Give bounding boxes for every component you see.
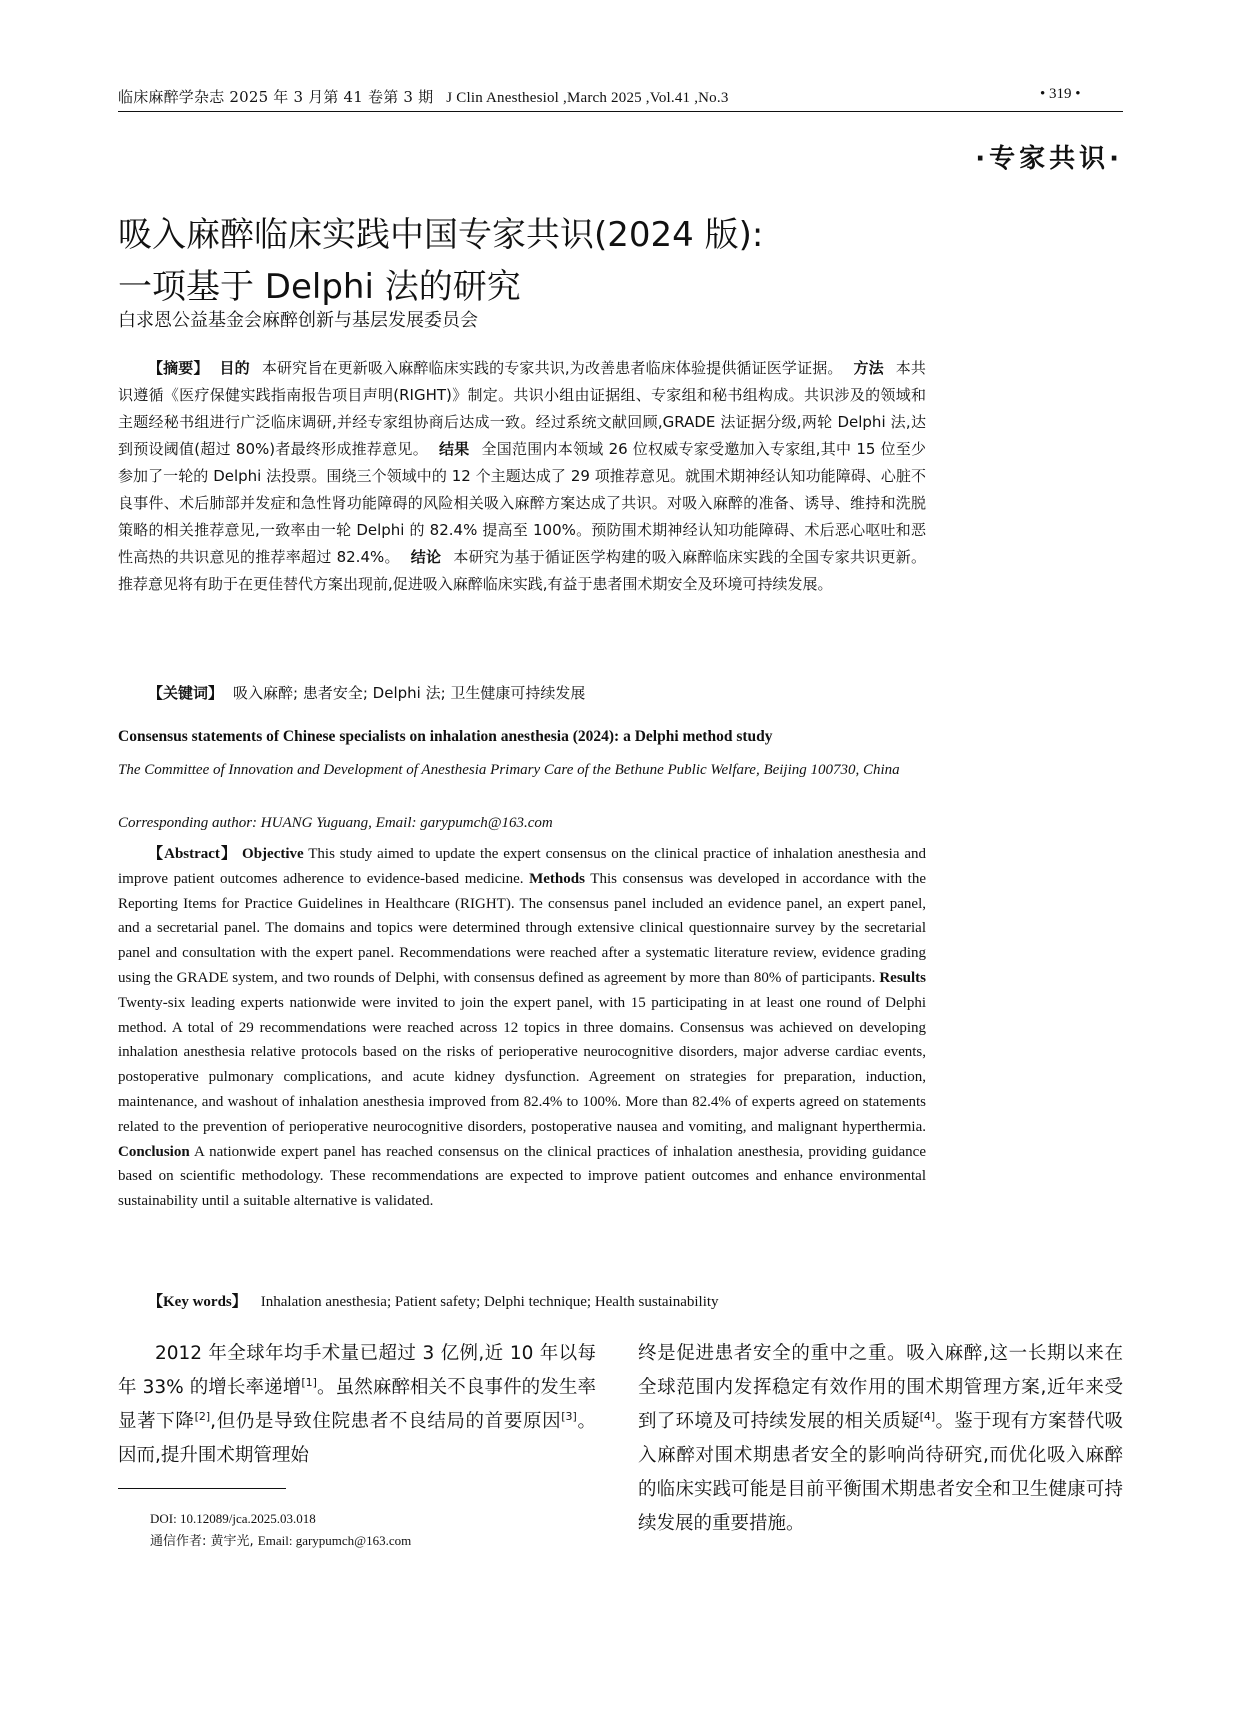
objective-text-en: This study aimed to update the expert consensus on the clinical practice of inhalation anesthesia and improve patient outcomes adherence to evidence-based medicine. <box>118 846 927 887</box>
abstract-label-en: 【Abstract】 <box>148 846 238 862</box>
results-label-en: Results <box>879 969 927 986</box>
body-text: 。虽然麻醉相关不良事件的发生率显著下降 <box>118 1377 596 1432</box>
footnote-divider <box>118 1488 286 1489</box>
methods-text-cn: 本共识遵循《医疗保健实践指南报告项目声明(RIGHT)》制定。共识小组由证据组、专家组和秘书组构成。共识涉及的领域和主题经秘书组进行广泛临床调研,并经专家组协商后达成一致。经过系统文献回顾,GRADE 法证据分级,两轮 Delphi 法,达到预设阈值(超过 80%)者最终形成推荐意见。 <box>118 359 926 458</box>
citation-ref[interactable]: [3] <box>561 1409 577 1423</box>
citation-ref[interactable]: [2] <box>194 1409 211 1423</box>
keywords-text-en: Inhalation anesthesia; Patient safety; Delphi technique; Health sustainability <box>260 1294 719 1310</box>
chinese-abstract <box>118 355 926 598</box>
methods-label-cn: 方法 <box>853 359 884 377</box>
conclusion-text-cn: 本研究为基于循证医学构建的吸入麻醉临床实践的全国专家共识更新。推荐意见将有助于在更佳替代方案出现前,促进吸入麻醉临床实践,有益于患者围术期安全及环境可持续发展。 <box>118 548 926 593</box>
keywords-text-cn: 吸入麻醉; 患者安全; Delphi 法; 卫生健康可持续发展 <box>233 684 586 702</box>
article-title <box>118 209 1018 313</box>
corresponding-label: 通信作者: 黄宇光, <box>150 1534 254 1549</box>
citation-ref[interactable]: [1] <box>301 1375 317 1389</box>
body-text: ,但仍是导致住院患者不良结局的首要原因 <box>210 1411 562 1432</box>
corresponding-email: Email: garypumch@163.com <box>257 1533 412 1548</box>
doi-line: DOI: 10.12089/jca.2025.03.018 <box>150 1511 316 1526</box>
methods-text-en: This consensus was developed in accordance with the Reporting Items for Practice Guidelines in Healthcare (RIGHT). The consensus panel included an evidence panel, an expert panel, and a secretarial panel. The domains and topics were determined through extensive clinical questionnaire survey by the secretarial panel and consultation with the expert panel. Recommendations were reached after a systematic literature review, evidence grading using the GRADE system, and two rounds of Delphi, with consensus defined as agreement by more than 80% of participants. <box>118 870 927 986</box>
chinese-keywords <box>118 680 926 707</box>
methods-label-en: Methods <box>529 870 585 887</box>
objective-text-cn: 本研究旨在更新吸入麻醉临床实践的专家共识,为改善患者临床体验提供循证医学证据。 <box>261 359 843 377</box>
body-text: 。因而,提升围术期管理始 <box>118 1411 596 1466</box>
body-column-left <box>118 1337 596 1473</box>
keywords-label-en: 【Key words】 <box>148 1294 247 1310</box>
body-text: 。鉴于现有方案替代吸入麻醉对围术期患者安全的影响尚待研究,而优化吸入麻醉的临床实践可能是目前平衡围术期患者安全和卫生健康可持续发展的重要措施。 <box>638 1411 1123 1534</box>
english-abstract <box>118 842 926 1214</box>
citation-ref[interactable]: [4] <box>919 1409 936 1423</box>
section-tag: ·专家共识· <box>975 144 1123 174</box>
english-title: Consensus statements of Chinese specialists on inhalation anesthesia (2024): a Delphi method study <box>118 728 773 745</box>
english-corresponding-author: Corresponding author: HUANG Yuguang, Email: garypumch@163.com <box>118 815 553 831</box>
body-text: 2012 年全球年均手术量已超过 3 亿例,近 10 年以每年 33% 的增长率递增 <box>118 1343 596 1398</box>
abstract-label-cn: 【摘要】 <box>148 359 209 377</box>
header-divider <box>118 111 1123 112</box>
journal-en: J Clin Anesthesiol ,March 2025 ,Vol.41 ,No.3 <box>446 90 729 106</box>
keywords-label-cn: 【关键词】 <box>148 684 224 702</box>
conclusion-text-en: A nationwide expert panel has reached consensus on the clinical practices of inhalation anesthesia, providing guidance based on scientific methodology. These recommendations are expected to improve patient outcomes and enhance environmental sustainability until a suitable alternative is validated. <box>118 1143 926 1210</box>
body-text: 终是促进患者安全的重中之重。吸入麻醉,这一长期以来在全球范围内发挥稳定有效作用的围术期管理方案,近年来受到了环境及可持续发展的相关质疑 <box>638 1343 1123 1432</box>
objective-label-cn: 目的 <box>219 359 250 377</box>
title-line-2: 一项基于 Delphi 法的研究 <box>118 266 521 307</box>
conclusion-label-en: Conclusion <box>118 1143 190 1160</box>
results-text-cn: 全国范围内本领域 26 位权威专家受邀加入专家组,其中 15 位至少参加了一轮的 Delphi 法投票。围绕三个领域中的 12 个主题达成了 29 项推荐意见。就围术期神经认知功能障碍、心脏不良事件、术后肺部并发症和急性肾功能障碍的风险相关吸入麻醉方案达成了共识。对吸入麻醉的准备、诱导、维持和洗脱策略的相关推荐意见,一致率由一轮 Delphi 的 82.4% 提高至 100%。预防围术期神经认知功能障碍、术后恶心呕吐和恶性高热的共识意见的推荐率超过 82.4%。 <box>118 440 926 566</box>
journal-cn: 临床麻醉学杂志 2025 年 3 月第 41 卷第 3 期 <box>118 88 434 106</box>
corresponding-footnote <box>150 1530 411 1553</box>
conclusion-label-cn: 结论 <box>410 548 442 566</box>
title-line-1: 吸入麻醉临床实践中国专家共识(2024 版): <box>118 214 764 255</box>
footnotes <box>150 1508 411 1553</box>
english-keywords <box>118 1290 926 1311</box>
body-column-right <box>638 1337 1123 1541</box>
english-affiliation: The Committee of Innovation and Development of Anesthesia Primary Care of the Bethune Public Welfare, Beijing 100730, China <box>118 762 900 778</box>
author-group: 白求恩公益基金会麻醉创新与基层发展委员会 <box>118 310 478 331</box>
results-text-en: Twenty-six leading experts nationwide were invited to join the expert panel, with 15 participating in at least one round of Delphi method. A total of 29 recommendations were reached across 12 topics in three domains. Consensus was achieved on developing inhalation anesthesia relative protocols based on the risks of perioperative neurocognitive disorders, major adverse cardiac events, postoperative pulmonary complications, and acute kidney dysfunction. Agreement on strategies for preparation, induction, maintenance, and washout of inhalation anesthesia improved from 82.4% to 100%. More than 82.4% of experts agreed on statements related to the prevention of perioperative neurocognitive disorders, postoperative nausea and vomiting, and malignant hyperthermia. <box>118 994 926 1135</box>
page-number: • 319 • <box>1040 86 1081 102</box>
objective-label-en: Objective <box>242 846 304 862</box>
results-label-cn: 结果 <box>438 440 470 458</box>
running-header <box>118 86 729 107</box>
